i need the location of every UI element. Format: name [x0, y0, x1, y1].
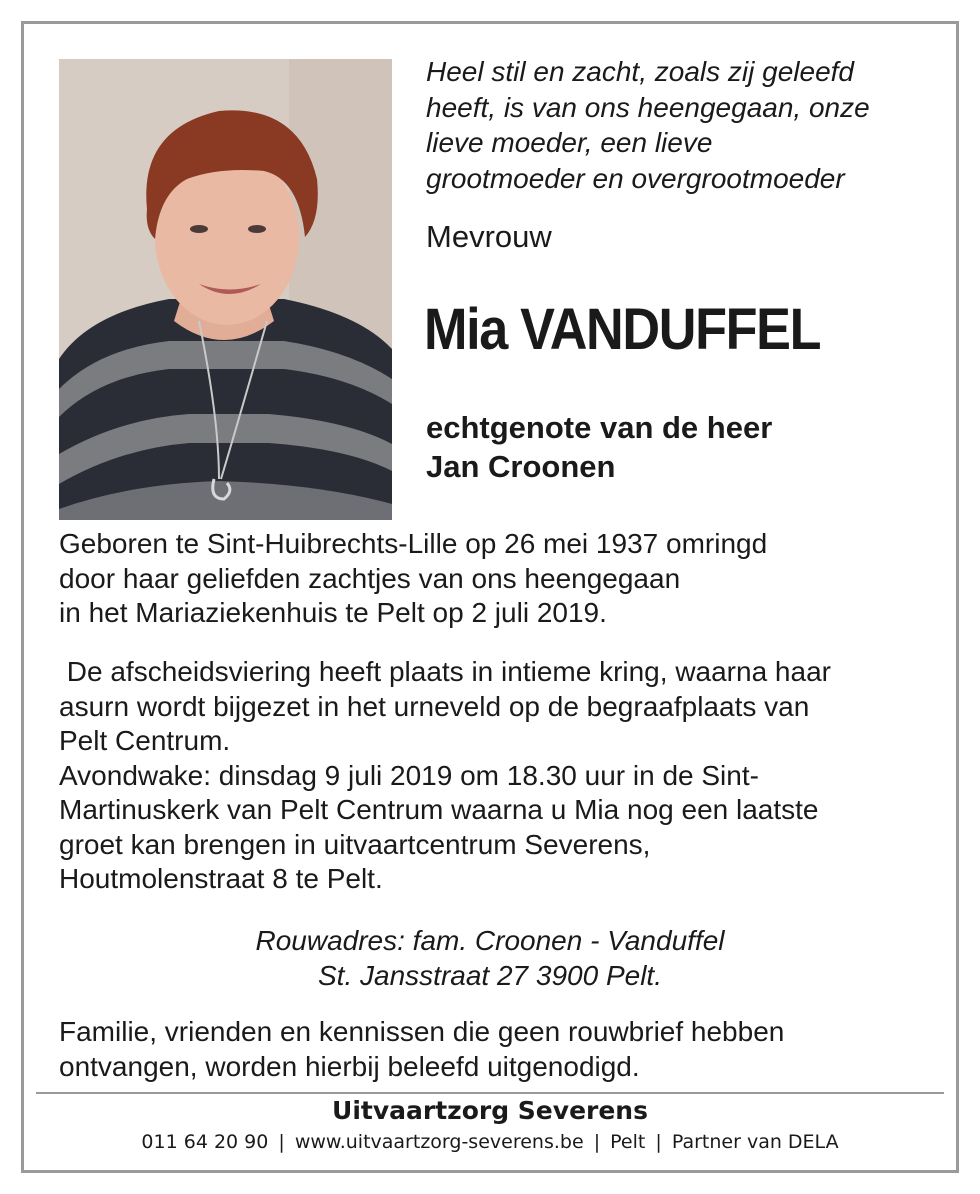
intro-line: grootmoeder en overgrootmoeder [426, 162, 845, 194]
paragraph-line: Pelt Centrum. [59, 725, 231, 756]
ceremony-paragraph [59, 655, 949, 897]
portrait-photo [59, 59, 392, 520]
mourning-address [0, 923, 980, 993]
address-line: St. Jansstraat 27 3900 Pelt. [318, 960, 662, 991]
paragraph-line: Familie, vrienden en kennissen die geen rouwbrief hebben [59, 1016, 785, 1047]
spouse-info [426, 408, 772, 486]
footer-website-link[interactable]: www.uitvaartzorg-severens.be [294, 1131, 584, 1153]
spouse-name: Jan Croonen [426, 449, 616, 484]
deceased-name: Mia VANDUFFEL [424, 297, 821, 362]
birth-paragraph [59, 527, 949, 631]
paragraph-line: asurn wordt bijgezet in het urneveld op de begraafplaats van [59, 690, 810, 722]
footer-phone: 011 64 20 90 [141, 1131, 269, 1153]
paragraph-line: Martinuskerk van Pelt Centrum waarna u Mia nog een laatste [59, 794, 819, 825]
paragraph-line: door haar geliefden zachtjes van ons heengegaan [59, 562, 681, 594]
footer-contact-line [0, 1131, 980, 1153]
intro-line: lieve moeder, een lieve [426, 127, 713, 158]
intro-line: Heel stil en zacht, zoals zij geleefd [426, 56, 854, 87]
address-line: Rouwadres: fam. Croonen - Vanduffel [255, 925, 725, 956]
footer-city: Pelt [610, 1131, 646, 1153]
paragraph-line: Avondwake: dinsdag 9 juli 2019 om 18.30 uur in de Sint- [59, 759, 759, 791]
paragraph-line: De afscheidsviering heeft plaats in intieme kring, waarna haar [59, 656, 831, 687]
paragraph-line: groet kan brengen in uitvaartcentrum Severens, [59, 828, 651, 860]
paragraph-line: ontvangen, worden hierbij beleefd uitgenodigd. [59, 1050, 640, 1082]
salutation: Mevrouw [426, 219, 552, 254]
intro-line: heeft, is van ons heengegaan, onze [426, 91, 870, 123]
footer-partner: Partner van DELA [671, 1131, 839, 1153]
footer-separator: | [593, 1131, 601, 1153]
footer-separator: | [278, 1131, 285, 1153]
invitation-paragraph [59, 1015, 949, 1084]
funeral-company-name: Uitvaartzorg Severens [332, 1096, 648, 1125]
portrait-illustration [59, 59, 392, 520]
footer-separator: | [655, 1131, 662, 1153]
paragraph-line: Houtmolenstraat 8 te Pelt. [59, 863, 383, 894]
paragraph-line: in het Mariaziekenhuis te Pelt op 2 juli 2019. [59, 597, 607, 628]
spouse-line: echtgenote van de heer [426, 410, 773, 445]
paragraph-line: Geboren te Sint-Huibrechts-Lille op 26 mei 1937 omringd [59, 528, 768, 559]
intro-verse [426, 54, 946, 196]
footer-divider [36, 1092, 944, 1094]
